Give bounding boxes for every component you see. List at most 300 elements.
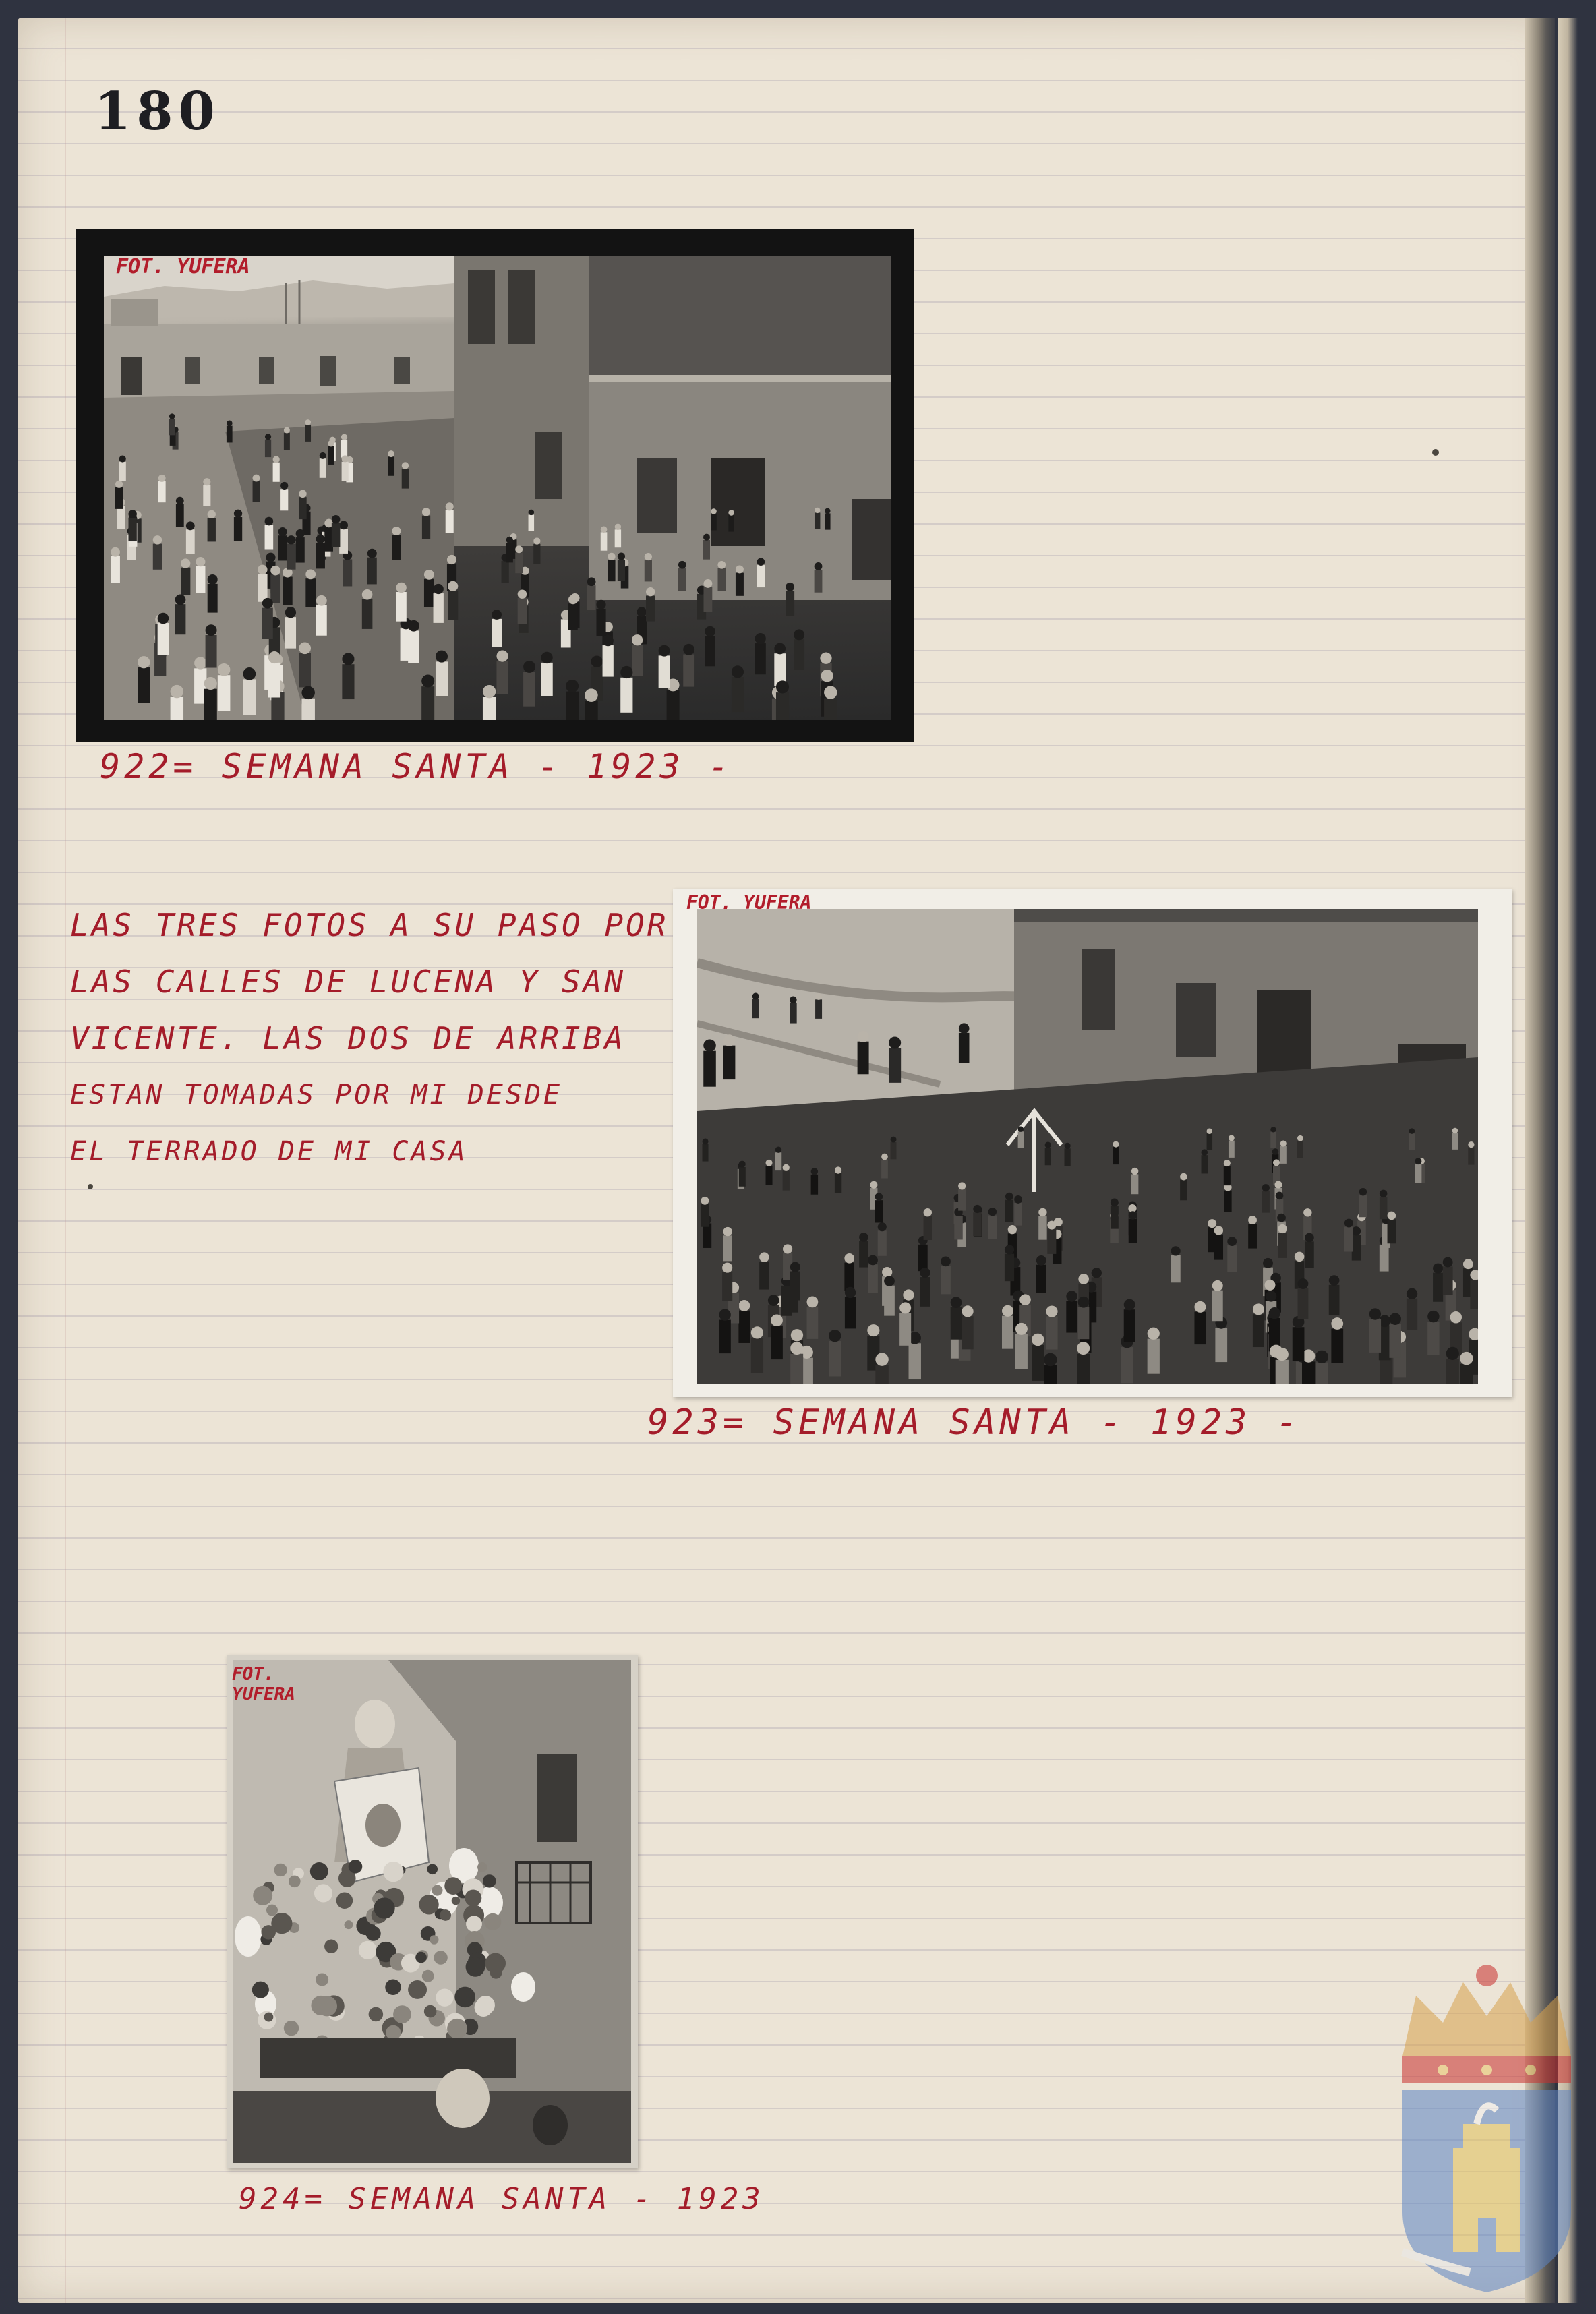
crowd-figure-head — [1248, 1216, 1257, 1224]
crowd-figure — [196, 566, 205, 593]
crowd-figure — [265, 440, 271, 457]
crowd-figure-head — [1297, 1135, 1303, 1141]
crowd-figure — [585, 701, 598, 720]
crowd-figure-head — [447, 555, 456, 564]
crowd-figure — [790, 1003, 797, 1023]
crowd-figure — [703, 1144, 709, 1162]
crowd-figure-head — [515, 545, 523, 553]
crowd-figure-head — [1389, 1313, 1401, 1325]
crowd-figure-head — [1278, 1224, 1287, 1233]
crowd-figure-head — [878, 1222, 887, 1231]
crowd-figure — [270, 574, 280, 603]
crowd-figure — [858, 1042, 869, 1075]
crowd-figure-head — [392, 527, 401, 535]
crowd-figure-head — [422, 508, 430, 516]
crowd-figure-head — [533, 537, 540, 544]
crowd-figure-head — [723, 1034, 736, 1046]
crowd-figure-head — [807, 1297, 819, 1308]
crowd-figure-head — [703, 1039, 716, 1052]
crowd-figure — [541, 663, 552, 696]
crowd-figure-head — [1194, 1301, 1206, 1313]
flower — [465, 1889, 481, 1906]
crowd-figure-head — [1005, 1245, 1014, 1254]
crowd-figure — [496, 661, 508, 694]
crowd-figure-head — [176, 497, 184, 505]
crowd-figure-head — [959, 1023, 970, 1034]
crowd-figure-head — [868, 1255, 878, 1266]
crowd-figure — [1014, 1203, 1022, 1226]
crowd-figure-head — [181, 558, 190, 568]
crowd-figure-head — [1463, 1259, 1473, 1269]
crowd-figure — [175, 604, 186, 634]
crowd-figure-head — [645, 553, 652, 560]
crowd-figure — [1276, 1360, 1289, 1384]
crowd-figure-head — [962, 1305, 974, 1317]
crowd-figure — [203, 485, 210, 506]
crowd-figure-head — [596, 600, 605, 610]
crowd-figure-head — [951, 1297, 962, 1308]
crowd-figure — [596, 609, 605, 636]
crowd-figure — [608, 560, 615, 581]
crowd-figure — [204, 689, 217, 720]
crowd-figure-head — [1433, 1264, 1443, 1274]
crowd-figure-head — [790, 1262, 800, 1272]
crowd-figure-head — [1276, 1348, 1289, 1361]
flower — [383, 1862, 403, 1882]
crowd-figure-head — [728, 510, 734, 516]
crowd-figure — [436, 661, 448, 696]
crowd-figure — [1329, 1285, 1340, 1315]
crowd-figure — [1207, 1133, 1213, 1150]
crowd-figure-head — [815, 562, 823, 570]
crowd-figure-head — [204, 677, 217, 690]
crowd-figure — [618, 560, 625, 581]
crowd-figure — [1121, 1347, 1133, 1383]
crowd-figure-head — [305, 569, 316, 579]
crowd-figure-head — [568, 595, 578, 604]
crowd-figure — [973, 1212, 981, 1236]
crowd-figure — [424, 579, 434, 607]
crowd-figure — [1227, 1245, 1237, 1272]
crowd-figure — [1331, 1329, 1343, 1363]
crowd-figure-head — [1344, 1219, 1353, 1228]
crowd-figure — [959, 1033, 970, 1063]
crowd-figure — [158, 623, 169, 655]
crowd-figure — [119, 462, 126, 481]
crowd-figure-head — [1407, 1288, 1417, 1299]
crowd-figure-head — [402, 462, 409, 469]
crowd-figure — [169, 419, 175, 435]
crowd-figure-head — [835, 1166, 841, 1173]
procession-band-scene — [697, 909, 1478, 1384]
paper-speck — [1432, 449, 1439, 456]
crowd-figure — [483, 697, 496, 720]
crowd-figure — [844, 1263, 854, 1291]
flower — [314, 1884, 332, 1902]
flower — [422, 1970, 434, 1982]
crowd-figure — [181, 568, 190, 595]
crowd-figure-head — [175, 595, 186, 605]
crowd-figure — [299, 653, 311, 688]
crowd-figure-head — [341, 434, 347, 440]
flower — [434, 1951, 447, 1964]
flower — [316, 1973, 328, 1986]
crowd-figure — [703, 1223, 711, 1247]
crowd-figure-head — [196, 557, 205, 566]
crowd-figure-head — [1224, 1160, 1231, 1166]
crowd-figure — [422, 516, 430, 539]
flower — [466, 1916, 482, 1932]
crowd-figure — [1443, 1266, 1453, 1295]
crowd-figure — [115, 487, 123, 509]
crowd-figure-head — [1015, 1323, 1028, 1335]
crowd-figure-head — [703, 579, 712, 588]
crowd-figure — [601, 532, 608, 550]
photo-procession-band — [673, 889, 1512, 1397]
crowd-figure — [523, 672, 535, 707]
flower — [336, 1892, 353, 1909]
crowd-figure-head — [1229, 1135, 1235, 1141]
crowd-figure-head — [396, 583, 407, 593]
crowd-figure — [446, 510, 454, 533]
crowd-figure — [1359, 1195, 1367, 1218]
crowd-figure — [719, 1320, 730, 1354]
crowd-figure — [771, 1326, 783, 1359]
crowd-figure-head — [1008, 1225, 1017, 1234]
crowd-figure-head — [1002, 1305, 1013, 1317]
crowd-figure — [732, 677, 744, 712]
crowd-figure-head — [703, 1138, 709, 1144]
crowd-figure — [667, 690, 680, 720]
crowd-figure-head — [988, 1208, 997, 1216]
crowd-figure-head — [203, 478, 210, 485]
flower — [419, 1895, 438, 1914]
crowd-figure — [1380, 1245, 1389, 1271]
crowd-figure — [492, 619, 502, 647]
crowd-figure-head — [446, 502, 454, 510]
crowd-figure-head — [1044, 1353, 1057, 1367]
crowd-figure-head — [1269, 1307, 1280, 1319]
flower — [349, 1860, 363, 1874]
crowd-figure — [1248, 1224, 1257, 1249]
crowd-figure — [566, 692, 579, 720]
procession-street-scene — [104, 256, 891, 720]
crowd-figure-head — [620, 666, 632, 678]
crowd-figure — [728, 515, 734, 531]
crowd-figure-head — [1019, 1294, 1031, 1305]
crowd-figure — [909, 1343, 921, 1379]
crowd-figure-head — [332, 515, 341, 524]
crowd-figure-head — [206, 624, 217, 636]
crowd-figure — [705, 636, 715, 666]
crowd-figure-head — [299, 489, 307, 498]
flower — [424, 2005, 437, 2018]
crowd-figure-head — [1038, 1208, 1046, 1216]
crowd-figure — [218, 675, 231, 711]
crowd-figure-head — [875, 1193, 883, 1201]
crowd-figure-head — [958, 1182, 966, 1189]
crowd-figure-head — [739, 1161, 746, 1168]
crowd-figure — [1046, 1316, 1057, 1349]
handwritten-note — [70, 897, 669, 1180]
crowd-figure-head — [845, 1287, 856, 1298]
margin-line — [65, 18, 66, 2303]
crowd-figure-head — [566, 680, 579, 692]
crowd-figure — [1131, 1174, 1138, 1194]
crowd-figure — [320, 458, 326, 478]
crowd-figure-head — [615, 524, 621, 530]
crowd-figure — [1032, 1345, 1044, 1381]
crowd-figure — [1148, 1339, 1160, 1374]
crowd-figure — [615, 529, 621, 547]
note-line: VICENTE. LAS DOS DE ARRIBA — [70, 1020, 626, 1057]
crowd-figure-head — [541, 652, 552, 663]
crowd-figure — [1470, 1280, 1478, 1309]
flower — [436, 1988, 453, 2006]
crowd-figure-head — [875, 1353, 888, 1365]
crowd-figure — [434, 593, 444, 623]
crowd-figure-head — [705, 626, 715, 637]
crowd-figure-head — [483, 685, 496, 698]
crowd-figure-head — [129, 510, 137, 518]
crowd-figure — [287, 543, 295, 569]
crowd-figure — [790, 1354, 803, 1384]
crowd-figure — [341, 440, 347, 457]
crowd-figure-head — [1078, 1274, 1089, 1284]
crowd-figure-head — [266, 553, 275, 562]
crowd-figure — [1344, 1227, 1353, 1252]
crowd-figure-head — [903, 1289, 914, 1300]
crowd-figure — [1297, 1141, 1303, 1158]
crowd-figure — [807, 1307, 819, 1339]
crowd-figure-head — [637, 607, 647, 617]
crowd-figure-head — [973, 1205, 981, 1213]
crowd-figure-head — [320, 452, 326, 459]
flower — [345, 1920, 353, 1929]
crowd-figure — [1077, 1354, 1090, 1384]
crowd-figure — [920, 1277, 930, 1307]
crowd-figure-head — [723, 1227, 732, 1236]
crowd-figure — [752, 999, 759, 1018]
crowd-figure-head — [811, 1168, 818, 1175]
crowd-figure — [316, 543, 325, 568]
crowd-figure-head — [701, 1197, 709, 1205]
crowd-figure — [227, 426, 233, 443]
flower — [444, 1877, 462, 1895]
crowd-figure — [739, 1167, 746, 1187]
crowd-figure — [506, 543, 513, 562]
flower — [484, 1913, 501, 1930]
flower — [432, 1885, 442, 1895]
crowd-figure — [299, 497, 307, 519]
crowd-figure-head — [265, 517, 274, 526]
flower — [393, 2005, 411, 2023]
crowd-figure — [1302, 1361, 1315, 1384]
flower — [253, 1886, 272, 1905]
crowd-figure — [775, 1152, 781, 1170]
crowd-figure — [603, 645, 614, 677]
flower — [440, 1909, 451, 1921]
photo-credit-line: YUFERA — [232, 1684, 295, 1704]
crowd-figure — [342, 664, 354, 699]
flower — [264, 2013, 273, 2022]
crowd-figure — [1468, 1147, 1474, 1164]
crowd-figure-head — [759, 1252, 769, 1262]
crowd-figure — [759, 1262, 769, 1290]
crowd-figure-head — [891, 1137, 897, 1143]
crowd-figure-head — [1263, 1258, 1273, 1268]
crowd-figure-head — [1452, 1128, 1458, 1133]
crowd-figure-head — [920, 1268, 930, 1278]
crowd-figure-head — [1036, 1255, 1046, 1266]
crowd-figure — [402, 469, 409, 489]
crowd-figure-head — [736, 565, 744, 573]
crowd-figure-head — [138, 656, 150, 668]
crowd-figure-head — [1380, 1190, 1388, 1198]
crowd-figure-head — [301, 686, 314, 699]
crowd-figure-head — [771, 1314, 783, 1326]
crowd-figure — [1460, 1364, 1473, 1384]
crowd-figure — [1270, 1132, 1276, 1148]
crowd-figure — [1293, 1327, 1305, 1361]
crowd-figure-head — [158, 475, 166, 482]
crowd-figure-head — [1113, 1141, 1119, 1148]
crowd-figure — [339, 529, 348, 554]
crowd-figure-head — [158, 613, 169, 624]
crowd-figure-head — [367, 549, 377, 558]
crowd-figure-head — [305, 419, 311, 425]
crowd-figure-head — [1047, 1221, 1056, 1230]
note-line: LAS CALLES DE LUCENA Y SAN — [70, 963, 626, 1000]
crowd-figure-head — [870, 1181, 877, 1189]
crowd-figure-head — [1065, 1143, 1071, 1149]
flower — [466, 1957, 485, 1977]
crowd-figure — [1044, 1365, 1057, 1384]
crowd-figure-head — [194, 657, 206, 669]
crowd-figure-head — [719, 1309, 730, 1320]
crowd-figure — [502, 561, 509, 583]
crowd-figure-head — [265, 434, 271, 440]
crowd-figure-head — [829, 1330, 841, 1342]
crowd-figure-head — [775, 1147, 781, 1153]
flower — [427, 1864, 438, 1875]
crowd-figure — [392, 535, 401, 560]
crowd-figure-head — [1273, 1159, 1280, 1166]
crowd-figure — [1388, 1219, 1396, 1243]
crowd-figure — [362, 599, 373, 628]
crowd-figure — [262, 608, 273, 639]
photo-procession-street — [76, 229, 914, 742]
crowd-figure-head — [1202, 1149, 1208, 1156]
crowd-figure-head — [941, 1256, 951, 1266]
crowd-figure — [918, 1245, 928, 1271]
crowd-figure — [1316, 1363, 1328, 1384]
crowd-figure — [285, 617, 296, 648]
crowd-figure-head — [881, 1154, 888, 1160]
crowd-figure — [283, 577, 293, 605]
crowd-figure — [208, 584, 218, 613]
crowd-figure-head — [1129, 1211, 1137, 1220]
photo-credit-stamp: FOT. YUFERA — [116, 255, 250, 278]
crowd-figure — [1369, 1319, 1381, 1352]
crowd-figure-head — [268, 651, 280, 663]
crowd-figure-head — [362, 589, 373, 600]
crowd-figure — [766, 1166, 773, 1185]
flower — [454, 1987, 475, 2008]
crowd-figure — [646, 595, 655, 621]
crowd-figure-head — [824, 686, 837, 699]
crowd-figure — [388, 456, 394, 475]
crowd-figure-head — [722, 1263, 732, 1273]
flower — [310, 1862, 328, 1880]
crowd-figure — [316, 605, 327, 636]
crowd-figure-head — [227, 420, 233, 426]
crowd-figure-head — [1207, 1129, 1213, 1135]
crowd-figure-head — [783, 1244, 792, 1253]
crowd-figure-head — [790, 997, 797, 1004]
crowd-figure — [1015, 1334, 1028, 1369]
crowd-figure-head — [783, 1164, 790, 1171]
crowd-figure — [701, 1204, 709, 1227]
crowd-figure-head — [766, 1160, 773, 1166]
crowd-figure — [884, 1286, 895, 1316]
note-line: ESTAN TOMADAS POR MI DESDE — [70, 1079, 563, 1110]
crowd-figure-head — [111, 547, 120, 557]
crowd-figure — [408, 630, 419, 663]
crowd-figure — [711, 514, 716, 530]
crowd-figure-head — [408, 620, 419, 632]
crowd-figure-head — [1468, 1141, 1474, 1148]
crowd-figure — [396, 592, 407, 622]
crowd-figure-head — [1450, 1311, 1462, 1323]
crowd-figure-head — [119, 455, 126, 462]
crowd-figure — [1446, 1359, 1459, 1384]
flower — [284, 2021, 299, 2036]
crowd-figure-head — [1253, 1303, 1264, 1315]
crowd-figure — [1409, 1133, 1415, 1150]
crowd-figure-head — [1018, 1127, 1024, 1132]
crowd-figure — [875, 1200, 883, 1222]
flower — [475, 1998, 493, 2017]
crowd-figure — [1433, 1273, 1443, 1302]
crowd-figure-head — [752, 993, 759, 1000]
crowd-figure — [835, 1173, 841, 1193]
crowd-figure-head — [506, 537, 513, 543]
crowd-figure — [343, 560, 352, 587]
crowd-figure-head — [284, 427, 290, 434]
crowd-figure-head — [858, 1031, 869, 1042]
crowd-figure-head — [208, 510, 216, 518]
crowd-figure — [111, 556, 120, 583]
flower — [415, 1952, 427, 1963]
crowd-figure — [1124, 1309, 1135, 1342]
crowd-figure-head — [711, 508, 716, 514]
crowd-figure — [899, 1313, 911, 1346]
crowd-figure-head — [421, 674, 434, 687]
crowd-figure-head — [774, 643, 786, 655]
crowd-figure — [717, 568, 726, 591]
photo-statue-float — [227, 1655, 638, 2168]
flower — [289, 1876, 301, 1888]
crowd-figure — [176, 504, 184, 527]
photo-caption: 922= SEMANA SANTA - 1923 - — [100, 747, 733, 786]
crowd-figure — [815, 570, 823, 593]
crowd-figure — [722, 1272, 732, 1301]
crowd-figure-head — [1148, 1328, 1160, 1340]
crowd-figure — [815, 999, 822, 1019]
crowd-figure — [1212, 1290, 1223, 1322]
crowd-figure — [825, 513, 830, 529]
